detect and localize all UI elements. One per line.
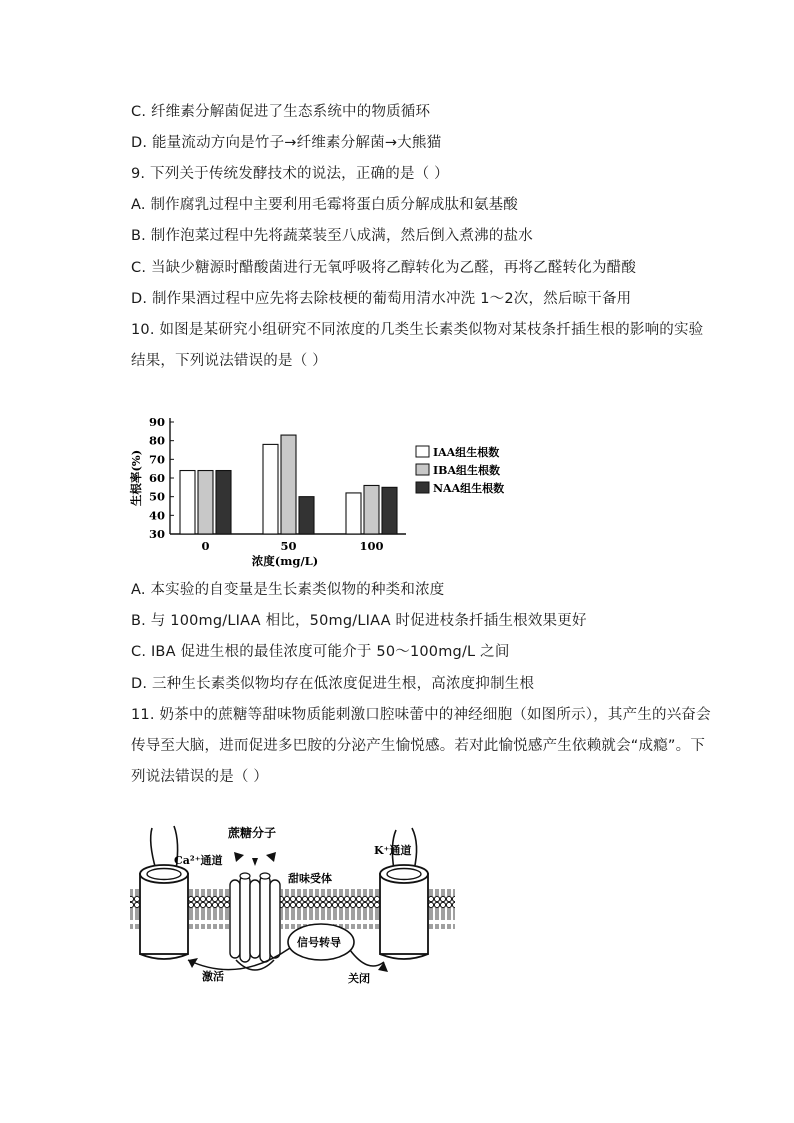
label-close: 关闭 [348, 972, 370, 985]
label-ca-channel: Ca²⁺通道 [174, 854, 223, 867]
sweet-receptor [230, 873, 280, 970]
legend-label: NAA组生根数 [433, 482, 505, 495]
y-tick-label: 50 [148, 489, 165, 504]
y-tick-label: 90 [148, 415, 165, 429]
option-9b: B. 制作泡菜过程中先将蔬菜装至八成满，然后倒入煮沸的盐水 [131, 228, 533, 244]
bar-iba-50 [281, 435, 296, 534]
bar-naa-0 [216, 471, 231, 534]
bar-iaa-0 [180, 471, 195, 534]
question-10-line1: 10. 如图是某研究小组研究不同浓度的几类生长素类似物对某枝条扦插生根的影响的实验 [131, 322, 704, 338]
legend-swatch [416, 464, 429, 475]
y-tick-label: 80 [148, 433, 165, 448]
label-sucrose: 蔗糖分子 [228, 826, 277, 840]
bar-iba-100 [364, 485, 379, 534]
taste-cell-membrane-diagram [128, 822, 468, 992]
option-10c: C. IBA 促进生根的最佳浓度可能介于 50～100mg/L 之间 [131, 644, 510, 660]
question-9: 9. 下列关于传统发酵技术的说法，正确的是（ ） [131, 166, 449, 182]
bar-iaa-100 [346, 493, 361, 534]
membrane-svg [128, 822, 468, 992]
label-k-channel: K⁺通道 [374, 844, 412, 857]
y-tick-label: 70 [148, 452, 165, 467]
question-10-line2: 结果，下列说法错误的是（ ） [131, 353, 327, 369]
legend-swatch [416, 482, 429, 493]
x-tick-label: 100 [359, 539, 384, 553]
bar-iba-0 [198, 471, 213, 534]
option-9a: A. 制作腐乳过程中主要利用毛霉将蛋白质分解成肽和氨基酸 [131, 197, 518, 213]
x-tick-label: 50 [280, 539, 297, 553]
label-receptor: 甜味受体 [288, 872, 332, 885]
option-9d: D. 制作果酒过程中应先将去除枝梗的葡萄用清水冲洗 1～2次，然后晾干备用 [131, 291, 632, 307]
option-8d: D. 能量流动方向是竹子→纤维素分解菌→大熊猫 [131, 135, 442, 151]
legend-label: IBA组生根数 [433, 464, 500, 477]
y-axis-label: 生根率(%) [129, 449, 143, 507]
sucrose-arrows [234, 852, 276, 866]
option-10b: B. 与 100mg/LIAA 相比，50mg/LIAA 时促进枝条扦插生根效果更好 [131, 613, 587, 629]
y-tick-label: 40 [148, 508, 165, 523]
option-9c: C. 当缺少糖源时醋酸菌进行无氧呼吸将乙醇转化为乙醛，再将乙醛转化为醋酸 [131, 260, 637, 276]
question-11-line1: 11. 奶茶中的蔗糖等甜味物质能刺激口腔味蕾中的神经细胞（如图所示），其产生的兴奋会 [131, 707, 711, 723]
question-11-line3: 列说法错误的是（ ） [131, 769, 269, 785]
legend-label: IAA组生根数 [433, 446, 500, 459]
option-10d: D. 三种生长素类似物均存在低浓度促进生根，高浓度抑制生根 [131, 676, 535, 692]
label-activate: 激活 [202, 970, 224, 983]
close-arrow [350, 950, 384, 966]
chart-svg [126, 408, 526, 576]
x-axis-label: 浓度(mg/L) [251, 554, 319, 568]
label-signal: 信号转导 [297, 936, 341, 949]
option-8c: C. 纤维素分解菌促进了生态系统中的物质循环 [131, 104, 431, 120]
y-tick-label: 60 [148, 471, 165, 485]
bar-iaa-50 [263, 444, 278, 534]
rooting-rate-chart [126, 408, 526, 576]
y-tick-label: 30 [148, 527, 165, 541]
option-10a: A. 本实验的自变量是生长素类似物的种类和浓度 [131, 582, 445, 598]
bar-naa-50 [299, 497, 314, 534]
question-11-line2: 传导至大脑，进而促进多巴胺的分泌产生愉悦感。若对此愉悦感产生依赖就会“成瘾”。下 [131, 738, 706, 754]
legend-swatch [416, 446, 429, 457]
bar-naa-100 [382, 487, 397, 534]
ca-channel [140, 826, 188, 959]
x-tick-label: 0 [201, 539, 210, 553]
